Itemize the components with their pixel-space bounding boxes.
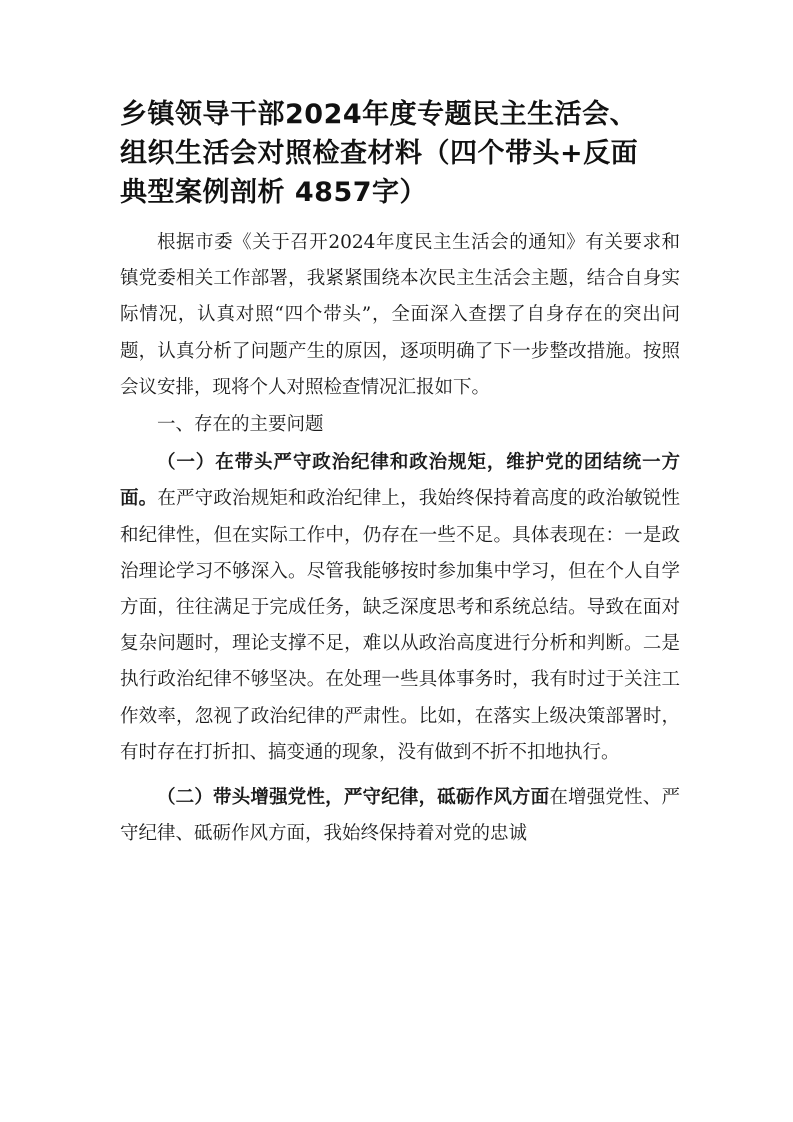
document-body bbox=[120, 225, 680, 852]
subsection-text: 在严守政治规矩和政治纪律上，我始终保持着高度的政治敏锐性和纪律性，但在实际工作中，仍存在一些不足。具体表现在：一是政治理论学习不够深入。尽管我能够按时参加集中学习，但在个人自学方面，往往满足于完成任务，缺乏深度思考和系统总结。导致在面对复杂问题时，理论支撑不足，难以从政治高度进行分析和判断。二是执行政治纪律不够坚决。在处理一些具体事务时，我有时过于关注工作效率，忽视了政治纪律的严肃性。比如，在落实上级决策部署时，有时存在打折扣、搞变通的现象，没有做到不折不扣地执行。 bbox=[120, 488, 680, 763]
title-line: 乡镇领导干部2024年度专题民主生活会、 bbox=[120, 99, 638, 130]
subsection-heading: （一）在带头严守政治纪律和政治规矩，维护党的团结统一方面。 bbox=[120, 452, 680, 510]
title-line: 组织生活会对照检查材料（四个带头+反面 bbox=[120, 138, 639, 169]
intro-paragraph: 根据市委《关于召开2024年度民主生活会的通知》有关要求和镇党委相关工作部署，我紧紧围绕本次民主生活会主题，结合自身实际情况，认真对照“四个带头”，全面深入查摆了自身存在的突出问题，认真分析了问题产生的原因，逐项明确了下一步整改措施。按照会议安排，现将个人对照检查情况汇报如下。 bbox=[120, 232, 680, 398]
subsection-paragraph bbox=[120, 445, 680, 771]
subsection-paragraph bbox=[120, 780, 680, 852]
subsection-heading: （二）带头增强党性，严守纪律，砥砺作风方面 bbox=[157, 787, 550, 809]
subsection-text: 在增强党性、严守纪律、砥砺作风方面，我始终保持着对党的忠诚 bbox=[120, 787, 680, 845]
section-heading: 一、存在的主要问题 bbox=[157, 414, 324, 436]
document-title bbox=[120, 95, 680, 212]
title-line: 典型案例剖析 4857字） bbox=[120, 177, 428, 208]
